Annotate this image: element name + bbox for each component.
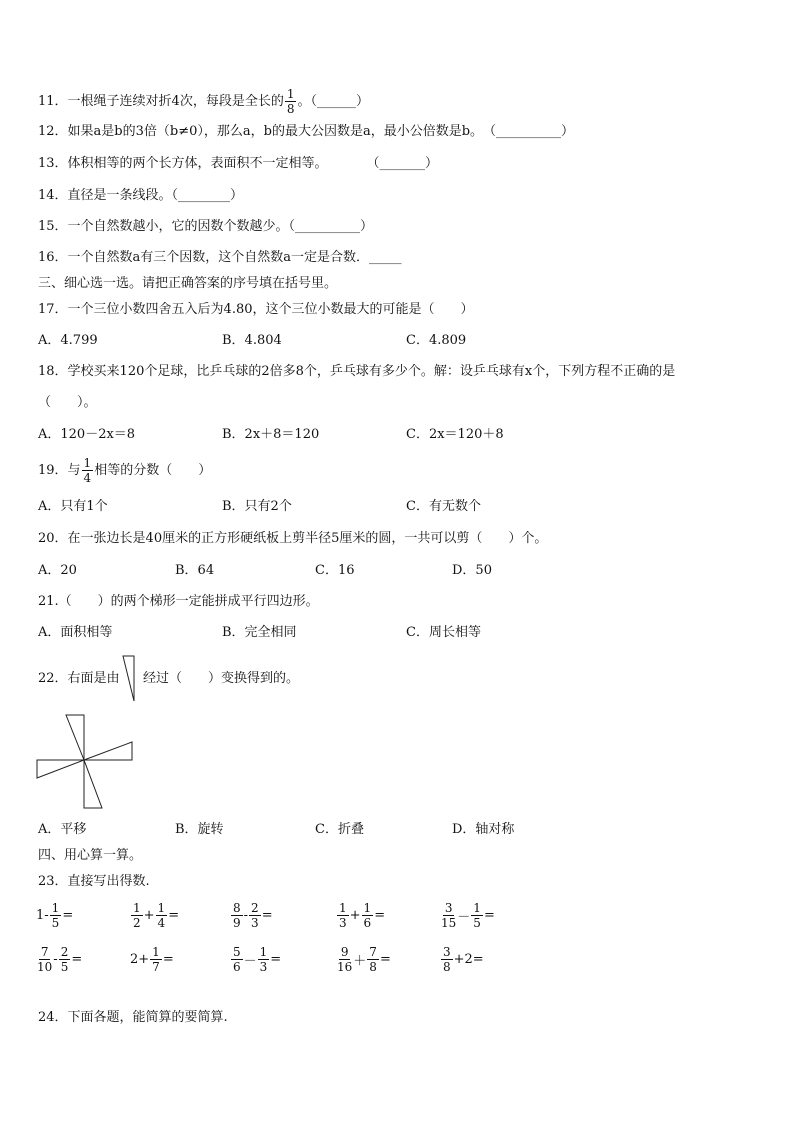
calc-expression — [440, 902, 495, 929]
calc-expression — [36, 902, 73, 929]
fraction — [362, 902, 374, 929]
question-16: 16．一个自然数a有三个因数，这个自然数a一定是合数．_____ — [38, 250, 402, 265]
numerator: 2 — [251, 901, 259, 915]
denominator: 2 — [133, 916, 141, 930]
equals-sign: = — [374, 908, 386, 923]
denominator: 15 — [441, 916, 457, 930]
numerator: 1 — [152, 945, 160, 959]
calc-expression — [336, 902, 385, 929]
calc-expression — [230, 946, 281, 973]
question-12: 12．如果a是b的3倍（b≠0），那么a，b的最大公因数是a，最小公倍数是b。 （__________） — [38, 124, 575, 139]
q19-option-b: B．只有2个 — [222, 499, 292, 514]
fraction — [131, 902, 143, 929]
fraction — [82, 457, 94, 484]
q20-option-b: B．64 — [175, 563, 215, 578]
operator: ＋ — [353, 954, 367, 969]
question-24: 24．下面各题，能简算的要简算. — [38, 1010, 228, 1025]
pinwheel-figure — [36, 712, 136, 812]
numerator: 1 — [339, 901, 347, 915]
question-23: 23．直接写出得数. — [38, 874, 150, 889]
numerator: 1 — [286, 87, 295, 101]
calc-expression — [130, 946, 174, 973]
denominator: 8 — [443, 960, 451, 974]
equals-sign: = — [379, 952, 391, 967]
question-18: 18．学校买来120个足球，比乒乓球的2倍多8个，乒乓球有多少个。解：设乒乓球有x个，下列方程不正确的是 — [38, 364, 676, 379]
question-22-tail: 经过（ ）变换得到的。 — [143, 671, 300, 686]
question-19 — [38, 457, 211, 484]
numerator: 1 — [473, 901, 481, 915]
q22-option-c: C．折叠 — [315, 822, 364, 837]
fraction — [441, 902, 456, 929]
numerator: 2 — [60, 945, 69, 959]
operand-text: 1- — [36, 908, 49, 923]
denominator: 5 — [473, 916, 481, 930]
fraction — [37, 946, 52, 973]
q19-option-a: A．只有1个 — [38, 499, 108, 514]
question-11 — [38, 88, 369, 115]
denominator: 3 — [259, 960, 268, 974]
denominator: 5 — [51, 916, 60, 930]
section-4-heading: 四、用心算一算。 — [38, 848, 143, 863]
q18-option-c: C．2x＝120＋8 — [406, 427, 504, 442]
fraction — [50, 902, 62, 929]
fraction — [59, 946, 71, 973]
denominator: 3 — [251, 916, 259, 930]
calc-expression — [230, 902, 273, 929]
q20-option-a: A．20 — [38, 563, 77, 578]
question-18-blank: （ ）。 — [38, 395, 97, 410]
numerator: 3 — [444, 901, 453, 915]
denominator: 9 — [233, 916, 241, 930]
operator: - — [53, 952, 58, 967]
q19-text: 19．与 — [38, 463, 81, 478]
q19-blank: 相等的分数（ ） — [94, 463, 212, 478]
calc-expression — [130, 902, 179, 929]
question-22 — [38, 671, 120, 687]
numerator: 7 — [369, 945, 377, 959]
q11-blank: 。（______） — [297, 94, 369, 109]
q20-option-d: D．50 — [452, 563, 492, 578]
denominator: 16 — [337, 960, 353, 974]
fraction — [231, 946, 243, 973]
fraction — [156, 902, 168, 929]
operator: － — [457, 910, 471, 925]
q17-option-a: A．4.799 — [38, 333, 98, 348]
question-21: 21.（ ）的两个梯形一定能拼成平行四边形。 — [38, 594, 319, 609]
equals-sign: = — [261, 908, 273, 923]
fraction — [441, 946, 453, 973]
fraction — [471, 902, 483, 929]
fraction — [249, 902, 261, 929]
equals-sign: = — [162, 952, 174, 967]
operator: － — [243, 954, 257, 969]
numerator: 1 — [157, 901, 166, 915]
denominator: 8 — [286, 102, 295, 116]
numerator: 1 — [133, 901, 141, 915]
calc-expression — [336, 946, 391, 973]
denominator: 4 — [157, 916, 166, 930]
q21-option-a: A．面积相等 — [38, 625, 113, 640]
question-20: 20．在一张边长是40厘米的正方形硬纸板上剪半径5厘米的圆，一共可以剪（ ）个。 — [38, 531, 548, 546]
fraction — [258, 946, 270, 973]
question-14: 14．直径是一条线段。（________） — [38, 188, 244, 203]
equals-sign: = — [62, 908, 74, 923]
operator: +2= — [453, 952, 484, 967]
fraction — [367, 946, 379, 973]
numerator: 7 — [40, 945, 49, 959]
denominator: 8 — [369, 960, 377, 974]
fraction — [150, 946, 162, 973]
q22-text: 22．右面是由 — [38, 671, 120, 686]
section-3-heading: 三、细心选一选。请把正确答案的序号填在括号里。 — [38, 276, 338, 291]
q21-option-c: C．周长相等 — [406, 625, 481, 640]
equals-sign: = — [168, 908, 180, 923]
q19-option-c: C．有无数个 — [406, 499, 481, 514]
question-13: 13．体积相等的两个长方体，表面积不一定相等。 （_______） — [38, 156, 439, 171]
numerator: 9 — [340, 945, 349, 959]
numerator: 8 — [233, 901, 241, 915]
operand-text: 2+ — [130, 952, 150, 967]
numerator: 1 — [83, 456, 92, 470]
denominator: 5 — [60, 960, 69, 974]
q22-option-d: D．轴对称 — [452, 822, 515, 837]
denominator: 6 — [233, 960, 241, 974]
calc-expression — [36, 946, 82, 973]
fraction — [337, 946, 352, 973]
denominator: 6 — [363, 916, 372, 930]
fraction — [337, 902, 349, 929]
equals-sign: = — [270, 952, 282, 967]
q17-option-c: C．4.809 — [406, 333, 467, 348]
q18-option-a: A．120－2x＝8 — [38, 427, 136, 442]
question-15: 15．一个自然数越小，它的因数个数越少。（__________） — [38, 219, 374, 234]
operator: - — [243, 908, 249, 923]
calc-expression — [440, 946, 484, 973]
operator: + — [143, 908, 155, 923]
numerator: 1 — [259, 945, 268, 959]
source-triangle-figure — [122, 655, 138, 703]
equals-sign: = — [483, 908, 495, 923]
denominator: 7 — [152, 960, 160, 974]
q22-option-a: A．平移 — [38, 822, 87, 837]
q11-text: 11．一根绳子连续对折4次，每段是全长的 — [38, 94, 284, 109]
q18-option-b: B．2x＋8＝120 — [222, 427, 320, 442]
q17-option-b: B．4.804 — [222, 333, 282, 348]
fraction — [231, 902, 243, 929]
numerator: 1 — [51, 901, 60, 915]
numerator: 3 — [443, 945, 451, 959]
question-17: 17．一个三位小数四舍五入后为4.80，这个三位小数最大的可能是（ ） — [38, 302, 474, 317]
numerator: 1 — [363, 901, 372, 915]
q20-option-c: C．16 — [315, 563, 355, 578]
q21-option-b: B．完全相同 — [222, 625, 297, 640]
numerator: 5 — [233, 945, 241, 959]
denominator: 3 — [339, 916, 347, 930]
fraction — [285, 88, 297, 115]
operator: + — [349, 908, 361, 923]
q22-option-b: B．旋转 — [175, 822, 224, 837]
equals-sign: = — [71, 952, 83, 967]
denominator: 4 — [83, 471, 92, 485]
denominator: 10 — [37, 960, 53, 974]
